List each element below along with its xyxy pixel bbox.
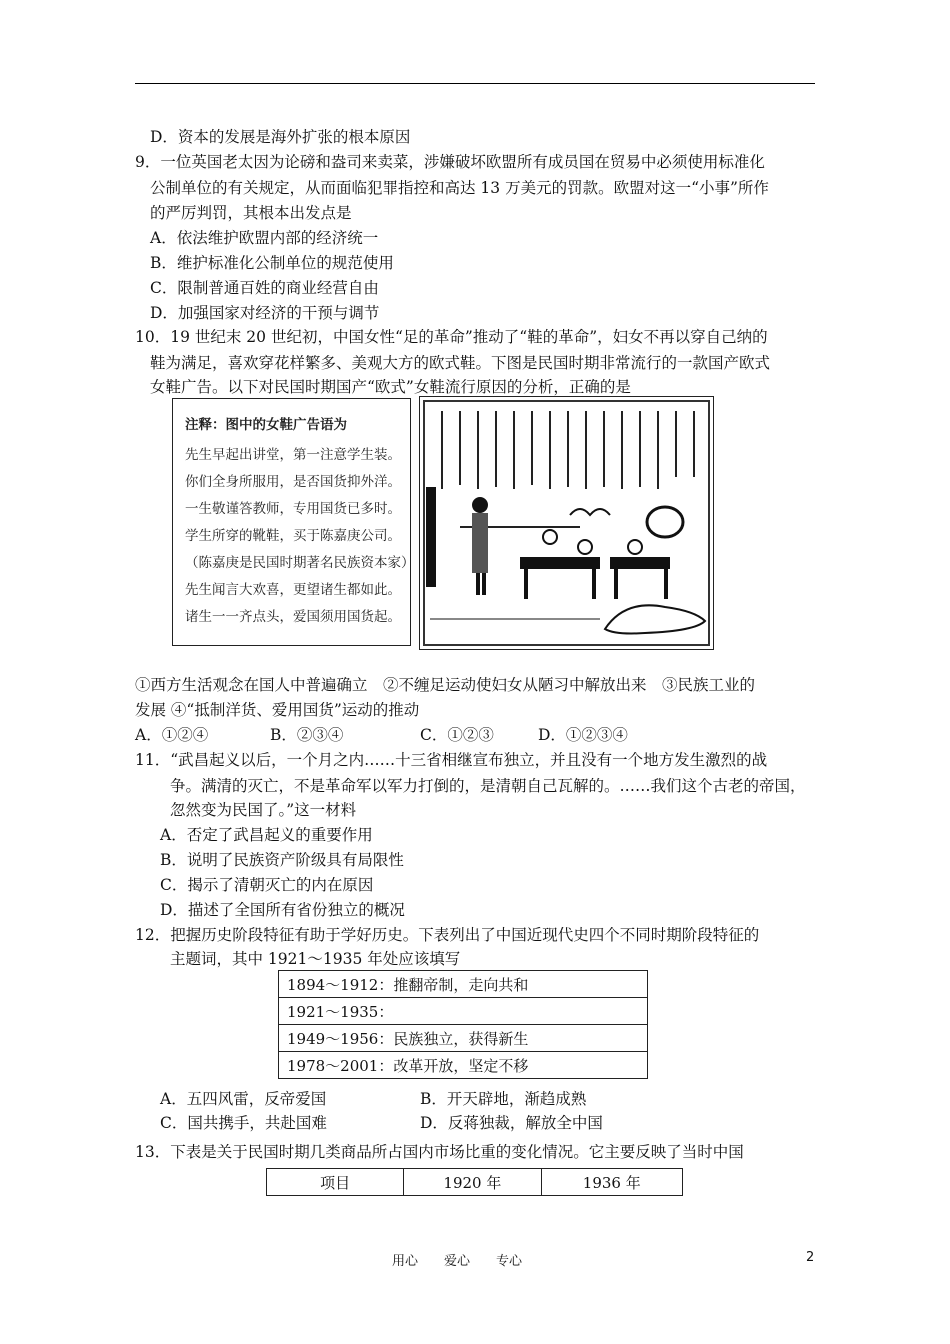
figure-note-line: 先生早起出讲堂，第一注意学生装。 [185,447,401,463]
figure-note-title: 注释：图中的女鞋广告语为 [185,417,347,433]
q12-stage-table [278,970,648,1079]
q9-option-b: B．维护标准化公制单位的规范使用 [150,254,394,272]
figure-note-line: 你们全身所服用，是否国货抑外洋。 [185,474,401,490]
q11-option-a: A．否定了武昌起义的重要作用 [160,826,373,844]
q13-stem: 13．下表是关于民国时期几类商品所占国内市场比重的变化情况。它主要反映了当时中国 [135,1143,744,1161]
header-rule [135,83,815,84]
q11-stem-3: 忽然变为民国了。”这一材料 [170,801,357,819]
q12-stem-1: 12．把握历史阶段特征有助于学好历史。下表列出了中国近现代史四个不同时期阶段特征的 [135,926,760,944]
figure-note-line: 学生所穿的靴鞋，买于陈嘉庚公司。 [185,528,401,544]
figure-note-box [172,398,415,646]
q10-option-c: C．①②③ [420,726,494,744]
q13-header-1920: 1920 年 [404,1169,541,1196]
q11-option-b: B．说明了民族资产阶级具有局限性 [160,851,404,869]
q11-option-c: C．揭示了清朝灭亡的内在原因 [160,876,374,894]
advertisement-illustration [419,396,714,650]
q12-option-c: C．国共携手，共赴国难 [160,1114,327,1132]
q12-stem-2: 主题词，其中 1921～1935 年处应该填写 [170,950,461,968]
q12-option-d: D．反蒋独裁，解放全中国 [420,1114,603,1132]
page-number: 2 [806,1250,815,1265]
q12-table-cell: 1894～1912：推翻帝制，走向共和 [279,971,648,998]
q12-option-a: A．五四风雷，反帝爱国 [160,1090,327,1108]
q10-option-b: B．②③④ [270,726,344,744]
q8-option-d: D．资本的发展是海外扩张的根本原因 [150,128,411,146]
figure-note-line: （陈嘉庚是民国时期著名民族资本家） [185,555,415,571]
q13-market-table [266,1168,683,1196]
footer-motto: 用心 爱心 专心 [392,1254,523,1269]
q10-option-d: D．①②③④ [538,726,628,744]
q9-option-a: A．依法维护欧盟内部的经济统一 [150,229,379,247]
q9-stem-1: 9．一位英国老太因为论磅和盎司来卖菜，涉嫌破坏欧盟所有成员国在贸易中必须使用标准化 [135,153,765,171]
q10-option-a: A．①②④ [135,726,209,744]
q10-items-1: ①西方生活观念在国人中普遍确立 ②不缠足运动使妇女从陋习中解放出来 ③民族工业的 [135,676,756,694]
figure-note-line: 先生闻言大欢喜，更望诸生都如此。 [185,582,401,598]
shoe-advertisement-figure [170,396,713,649]
figure-note-line: 诸生一一齐点头，爱国须用国货起。 [185,609,401,625]
q11-stem-2: 争。满清的灭亡，不是革命军以军力打倒的，是清朝自己瓦解的。……我们这个古老的帝国， [170,777,806,795]
q12-table-cell: 1921～1935： [279,998,648,1025]
q10-stem-1: 10．19 世纪末 20 世纪初，中国女性“足的革命”推动了“鞋的革命”，妇女不再以穿自己纳的 [135,328,768,346]
figure-note-line: 一生敬谨答教师，专用国货已多时。 [185,501,401,517]
q11-stem-1: 11．“武昌起义以后，一个月之内……十三省相继宣布独立，并且没有一个地方发生激烈的战 [135,751,768,769]
q9-stem-3: 的严厉判罚，其根本出发点是 [150,204,352,222]
q12-table-cell: 1949～1956：民族独立，获得新生 [279,1025,648,1052]
q9-stem-2: 公制单位的有关规定，从而面临犯罪指控和高达 13 万美元的罚款。欧盟对这一“小事”所作 [150,179,769,197]
q11-option-d: D．描述了全国所有省份独立的概况 [160,901,405,919]
q13-header-1936: 1936 年 [541,1169,682,1196]
q13-header-item: 项目 [267,1169,404,1196]
q10-stem-3: 女鞋广告。以下对民国时期国产“欧式”女鞋流行原因的分析，正确的是 [150,378,631,396]
q10-items-2: 发展 ④“抵制洋货、爱用国货”运动的推动 [135,701,420,719]
q10-stem-2: 鞋为满足，喜欢穿花样繁多、美观大方的欧式鞋。下图是民国时期非常流行的一款国产欧式 [150,354,771,372]
advertisement-drawing [420,397,713,649]
q9-option-c: C．限制普通百姓的商业经营自由 [150,279,379,297]
q12-option-b: B．开天辟地，渐趋成熟 [420,1090,587,1108]
q9-option-d: D．加强国家对经济的干预与调节 [150,304,380,322]
q12-table-cell: 1978～2001：改革开放，坚定不移 [279,1052,648,1079]
